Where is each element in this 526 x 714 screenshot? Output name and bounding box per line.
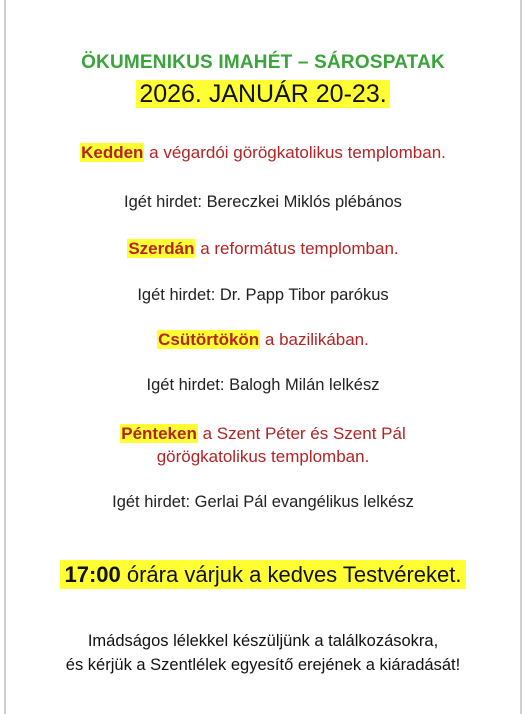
day-name-wednesday: Szerdán (128, 239, 195, 258)
place-thursday: a bazilikában. (260, 330, 369, 349)
closing-line-1: Imádságos lélekkel készüljünk a találkozásokra, (87, 632, 439, 650)
place-friday-line2: görögkatolikus templomban. (156, 447, 370, 466)
place-wednesday: a református templomban. (195, 239, 399, 258)
day-name-thursday: Csütörtökön (158, 330, 260, 349)
preacher-tuesday: Igét hirdet: Bereczkei Miklós plébános (124, 193, 402, 211)
preacher-friday: Igét hirdet: Gerlai Pál evangélikus lelkész (112, 493, 414, 511)
place-friday: a Szent Péter és Szent Pál (197, 424, 406, 443)
preacher-wednesday: Igét hirdet: Dr. Papp Tibor parókus (137, 286, 389, 304)
invitation-time: 17:00 (64, 562, 121, 587)
place-tuesday: a végardói görögkatolikus templomban. (144, 143, 446, 162)
event-tuesday-place (0, 143, 526, 163)
day-name-friday: Pénteken (121, 424, 197, 443)
invitation-text: órára várjuk a kedves Testvéreket. (120, 562, 462, 587)
event-date-text: 2026. JANUÁR 20-23. (136, 80, 389, 108)
event-wednesday-place (0, 239, 526, 259)
closing-line-2: és kérjük a Szentlélek egyesítő erejének a kiáradását! (65, 656, 461, 674)
event-friday-place (0, 424, 526, 444)
event-title: ÖKUMENIKUS IMAHÉT – SÁROSPATAK (81, 52, 445, 73)
day-name-tuesday: Kedden (81, 143, 144, 162)
invitation-line (0, 562, 526, 588)
event-date (0, 80, 526, 109)
invitation-highlight (60, 560, 465, 589)
preacher-thursday: Igét hirdet: Balogh Milán lelkész (146, 376, 380, 394)
event-thursday-place (0, 330, 526, 350)
